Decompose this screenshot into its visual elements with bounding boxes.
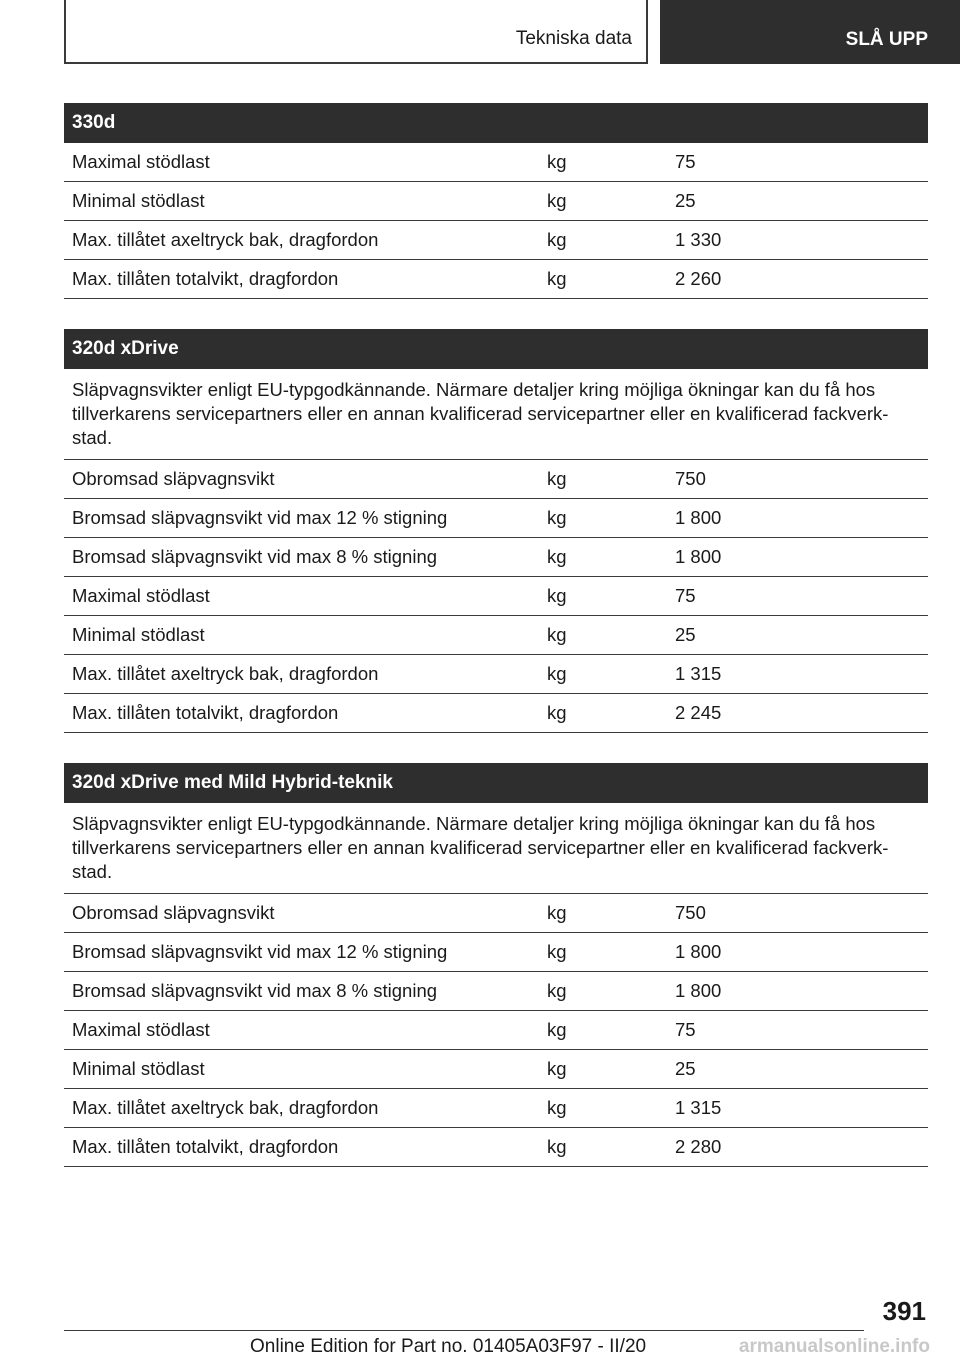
watermark: armanualsonline.info — [738, 1336, 930, 1357]
row-label: Maximal stödlast — [72, 151, 210, 172]
row-unit: kg — [547, 663, 567, 684]
row-unit: kg — [547, 941, 567, 962]
section-title: 330d — [64, 103, 928, 143]
section-description: Släpvagnsvikter enligt EU-typgodkännande. Närmare detaljer kring möjliga ökningar kan du få hos tillverkarens servicepartners eller en annan kvalificerad servicepartner eller en kvalificerad fackverk-stad. — [64, 369, 928, 460]
row-unit: kg — [547, 151, 567, 172]
row-value: 75 — [675, 1019, 696, 1040]
table-row — [64, 460, 928, 499]
row-unit: kg — [547, 268, 567, 289]
table-row — [64, 933, 928, 972]
row-label: Max. tillåten totalvikt, dragfordon — [72, 1136, 339, 1157]
row-unit: kg — [547, 980, 567, 1001]
row-value: 750 — [675, 468, 706, 489]
row-unit: kg — [547, 1097, 567, 1118]
row-value: 25 — [675, 1058, 696, 1079]
row-value: 75 — [675, 151, 696, 172]
row-label: Obromsad släpvagnsvikt — [72, 902, 275, 923]
row-unit: kg — [547, 902, 567, 923]
table-row — [64, 616, 928, 655]
row-label: Max. tillåten totalvikt, dragfordon — [72, 268, 339, 289]
edition-text: Online Edition for Part no. 01405A03F97 - II/20 — [250, 1336, 647, 1357]
row-label: Bromsad släpvagnsvikt vid max 8 % stigning — [72, 546, 438, 567]
table-row — [64, 894, 928, 933]
row-label: Obromsad släpvagnsvikt — [72, 468, 275, 489]
table-row — [64, 1011, 928, 1050]
row-label: Minimal stödlast — [72, 1058, 205, 1079]
row-label: Maximal stödlast — [72, 1019, 210, 1040]
page-number: 391 — [882, 1296, 926, 1326]
table-row — [64, 538, 928, 577]
row-label: Maximal stödlast — [72, 585, 210, 606]
table-row — [64, 143, 928, 182]
row-label: Max. tillåtet axeltryck bak, dragfordon — [72, 229, 379, 250]
chapter-title: Tekniska data — [515, 28, 632, 49]
section-320d-xdrive — [64, 329, 928, 733]
row-label: Minimal stödlast — [72, 624, 205, 645]
lookup-tab[interactable] — [660, 0, 960, 64]
row-value: 1 800 — [675, 546, 722, 567]
table-row — [64, 1050, 928, 1089]
row-label: Max. tillåtet axeltryck bak, dragfordon — [72, 663, 379, 684]
lookup-label: SLÅ UPP — [845, 29, 928, 50]
row-value: 2 260 — [675, 268, 722, 289]
section-title: 320d xDrive med Mild Hybrid-teknik — [64, 763, 928, 803]
row-value: 1 800 — [675, 941, 722, 962]
row-value: 25 — [675, 624, 696, 645]
tech-data-content — [64, 103, 928, 1197]
row-unit: kg — [547, 1019, 567, 1040]
row-label: Max. tillåtet axeltryck bak, dragfordon — [72, 1097, 379, 1118]
row-unit: kg — [547, 507, 567, 528]
row-label: Bromsad släpvagnsvikt vid max 8 % stigning — [72, 980, 438, 1001]
row-unit: kg — [547, 468, 567, 489]
table-row — [64, 1089, 928, 1128]
row-value: 75 — [675, 585, 696, 606]
row-unit: kg — [547, 546, 567, 567]
table-row — [64, 221, 928, 260]
row-value: 1 330 — [675, 229, 722, 250]
row-value: 1 315 — [675, 1097, 722, 1118]
row-label: Bromsad släpvagnsvikt vid max 12 % stigning — [72, 507, 448, 528]
table-row — [64, 1128, 928, 1167]
row-unit: kg — [547, 702, 567, 723]
row-label: Minimal stödlast — [72, 190, 205, 211]
section-320d-xdrive-mild-hybrid — [64, 763, 928, 1167]
row-value: 1 315 — [675, 663, 722, 684]
footer-divider — [64, 1330, 864, 1331]
row-unit: kg — [547, 229, 567, 250]
section-title: 320d xDrive — [64, 329, 928, 369]
row-label: Max. tillåten totalvikt, dragfordon — [72, 702, 339, 723]
row-unit: kg — [547, 585, 567, 606]
row-value: 750 — [675, 902, 706, 923]
section-330d — [64, 103, 928, 299]
row-value: 2 280 — [675, 1136, 722, 1157]
row-unit: kg — [547, 624, 567, 645]
row-value: 2 245 — [675, 702, 722, 723]
row-label: Bromsad släpvagnsvikt vid max 12 % stigning — [72, 941, 448, 962]
table-row — [64, 694, 928, 733]
table-row — [64, 182, 928, 221]
table-row — [64, 577, 928, 616]
row-unit: kg — [547, 190, 567, 211]
table-row — [64, 972, 928, 1011]
chapter-tab[interactable] — [64, 0, 648, 64]
table-row — [64, 260, 928, 299]
section-description: Släpvagnsvikter enligt EU-typgodkännande. Närmare detaljer kring möjliga ökningar kan du få hos tillverkarens servicepartners eller en annan kvalificerad servicepartner eller en kvalificerad fackverk-stad. — [64, 803, 928, 894]
row-value: 25 — [675, 190, 696, 211]
row-unit: kg — [547, 1136, 567, 1157]
table-row — [64, 655, 928, 694]
row-unit: kg — [547, 1058, 567, 1079]
row-value: 1 800 — [675, 507, 722, 528]
row-value: 1 800 — [675, 980, 722, 1001]
table-row — [64, 499, 928, 538]
